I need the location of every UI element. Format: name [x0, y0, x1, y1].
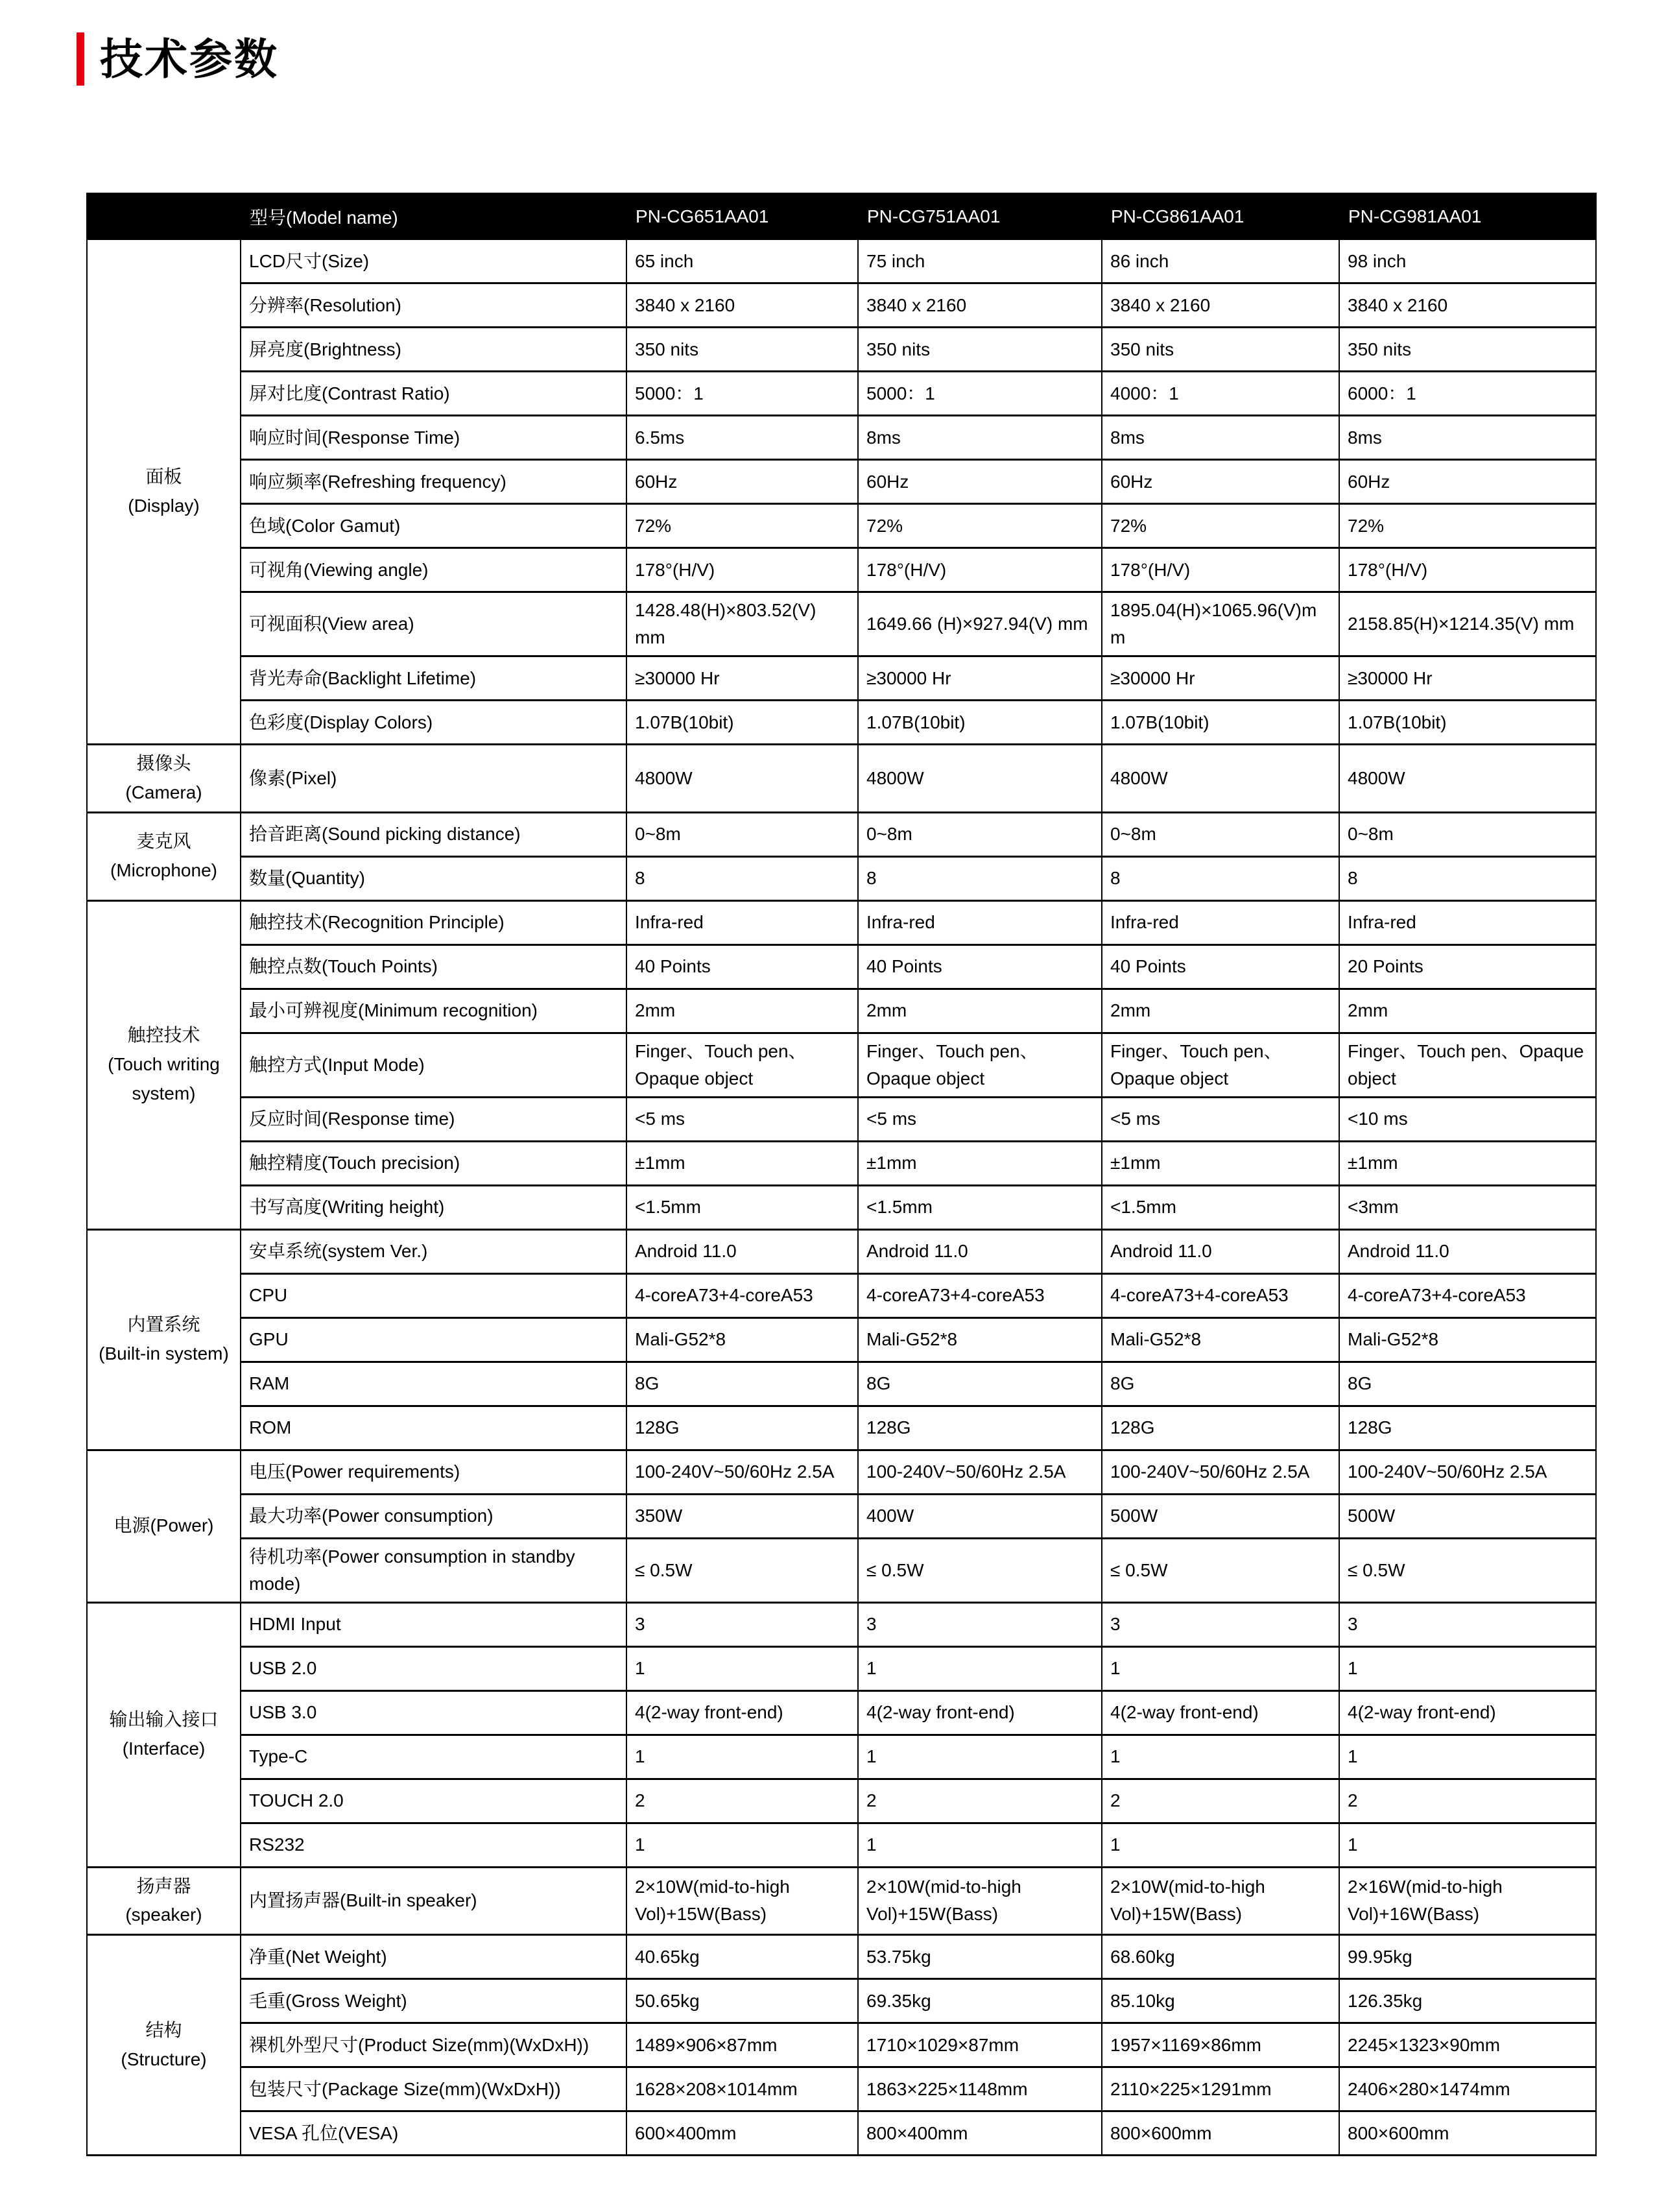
spec-value: 0~8m — [626, 812, 858, 856]
spec-value: 1 — [1102, 1823, 1339, 1867]
spec-value: 8G — [1339, 1362, 1596, 1406]
spec-table — [86, 193, 1597, 2156]
spec-value: 3 — [858, 1602, 1102, 1646]
spec-value: 99.95kg — [1339, 1935, 1596, 1979]
table-row — [87, 1033, 1596, 1097]
model-column-header: PN-CG751AA01 — [858, 194, 1102, 239]
spec-value: 2mm — [858, 989, 1102, 1033]
spec-value: 0~8m — [858, 812, 1102, 856]
group-label-line: 触控技术 — [127, 1025, 200, 1046]
spec-value: 500W — [1102, 1494, 1339, 1538]
group-label-line: 内置系统 — [127, 1314, 200, 1335]
param-label: RS232 — [241, 1823, 626, 1867]
spec-value: 1.07B(10bit) — [626, 701, 858, 745]
group-label — [87, 745, 241, 813]
page-title: 技术参数 — [100, 35, 279, 83]
spec-value: 4(2-way front-end) — [626, 1690, 858, 1735]
table-row — [87, 2067, 1596, 2111]
spec-value: 1428.48(H)×803.52(V) mm — [626, 592, 858, 656]
group-label-line: (speaker) — [125, 1905, 202, 1925]
table-row — [87, 1494, 1596, 1538]
param-label: 安卓系统(system Ver.) — [241, 1229, 626, 1273]
spec-value: 20 Points — [1339, 944, 1596, 989]
table-row — [87, 460, 1596, 504]
spec-value: 1710×1029×87mm — [858, 2023, 1102, 2067]
spec-value: <1.5mm — [1102, 1185, 1339, 1229]
group-label-line: 结构 — [145, 2019, 182, 2040]
param-label: 触控点数(Touch Points) — [241, 944, 626, 989]
spec-value: 6.5ms — [626, 416, 858, 460]
spec-value: 1895.04(H)×1065.96(V)mm — [1102, 592, 1339, 656]
param-label: 可视角(Viewing angle) — [241, 548, 626, 592]
spec-value: ≤ 0.5W — [1339, 1538, 1596, 1602]
param-label: GPU — [241, 1317, 626, 1362]
group-label-line: (Microphone) — [110, 860, 217, 881]
spec-value: 1863×225×1148mm — [858, 2067, 1102, 2111]
spec-value: Android 11.0 — [858, 1229, 1102, 1273]
table-row — [87, 1273, 1596, 1317]
spec-value: <10 ms — [1339, 1097, 1596, 1141]
table-row — [87, 1097, 1596, 1141]
spec-value: Infra-red — [626, 900, 858, 944]
spec-value: 126.35kg — [1339, 1979, 1596, 2023]
spec-value: 8 — [1102, 856, 1339, 900]
spec-value: 3840 x 2160 — [858, 283, 1102, 328]
table-row — [87, 328, 1596, 372]
spec-value: 6000：1 — [1339, 372, 1596, 416]
spec-value: Mali-G52*8 — [1102, 1317, 1339, 1362]
spec-value: 350 nits — [626, 328, 858, 372]
group-label-line: (Interface) — [122, 1738, 206, 1759]
spec-value: 3 — [1339, 1602, 1596, 1646]
table-row — [87, 1823, 1596, 1867]
spec-value: 3840 x 2160 — [1339, 283, 1596, 328]
spec-value: 1.07B(10bit) — [858, 701, 1102, 745]
table-row — [87, 1779, 1596, 1823]
group-label-line: 输出输入接口 — [109, 1709, 219, 1730]
spec-value: 0~8m — [1339, 812, 1596, 856]
spec-value: 65 inch — [626, 239, 858, 283]
table-row — [87, 944, 1596, 989]
param-label: ROM — [241, 1406, 626, 1450]
param-label: 包装尺寸(Package Size(mm)(WxDxH)) — [241, 2067, 626, 2111]
spec-value: <3mm — [1339, 1185, 1596, 1229]
spec-value: 3840 x 2160 — [1102, 283, 1339, 328]
group-label — [87, 1935, 241, 2156]
model-column-header: PN-CG651AA01 — [626, 194, 858, 239]
spec-value: 1 — [858, 1646, 1102, 1690]
param-label: 屏亮度(Brightness) — [241, 328, 626, 372]
param-label: 数量(Quantity) — [241, 856, 626, 900]
table-row — [87, 1538, 1596, 1602]
spec-value: ±1mm — [1102, 1141, 1339, 1185]
spec-value: 69.35kg — [858, 1979, 1102, 2023]
spec-value: 800×600mm — [1339, 2111, 1596, 2156]
spec-value: Finger、Touch pen、Opaque object — [1339, 1033, 1596, 1097]
spec-value: 2 — [1339, 1779, 1596, 1823]
spec-value: 4800W — [858, 745, 1102, 813]
spec-value: 40 Points — [626, 944, 858, 989]
header-blank-cell — [87, 194, 241, 239]
spec-value: <5 ms — [626, 1097, 858, 1141]
spec-value: ≥30000 Hr — [626, 656, 858, 701]
param-label: RAM — [241, 1362, 626, 1406]
spec-value: 1489×906×87mm — [626, 2023, 858, 2067]
spec-value: 53.75kg — [858, 1935, 1102, 1979]
spec-value: 4(2-way front-end) — [858, 1690, 1102, 1735]
spec-value: 4-coreA73+4-coreA53 — [1339, 1273, 1596, 1317]
table-row — [87, 745, 1596, 813]
spec-value: 2 — [858, 1779, 1102, 1823]
spec-value: 4(2-way front-end) — [1339, 1690, 1596, 1735]
spec-value: 40.65kg — [626, 1935, 858, 1979]
group-label-line: (Built-in system) — [99, 1343, 229, 1364]
spec-value: 4800W — [1339, 745, 1596, 813]
group-label — [87, 1602, 241, 1867]
spec-value: 2mm — [1339, 989, 1596, 1033]
spec-value: ±1mm — [1339, 1141, 1596, 1185]
spec-value: 8ms — [1102, 416, 1339, 460]
param-label: 触控方式(Input Mode) — [241, 1033, 626, 1097]
spec-value: Mali-G52*8 — [1339, 1317, 1596, 1362]
table-row — [87, 416, 1596, 460]
spec-value: 1 — [858, 1823, 1102, 1867]
spec-value: 350 nits — [1339, 328, 1596, 372]
spec-value: 1 — [1102, 1646, 1339, 1690]
param-label: 净重(Net Weight) — [241, 1935, 626, 1979]
param-label: 屏对比度(Contrast Ratio) — [241, 372, 626, 416]
spec-value: 8 — [858, 856, 1102, 900]
table-row — [87, 1141, 1596, 1185]
spec-value: 2mm — [1102, 989, 1339, 1033]
table-row — [87, 856, 1596, 900]
table-row — [87, 701, 1596, 745]
table-row — [87, 1450, 1596, 1494]
param-label: Type-C — [241, 1735, 626, 1779]
spec-value: 3840 x 2160 — [626, 283, 858, 328]
spec-value: 350 nits — [858, 328, 1102, 372]
spec-value: 3 — [626, 1602, 858, 1646]
param-label: HDMI Input — [241, 1602, 626, 1646]
spec-value: 128G — [1339, 1406, 1596, 1450]
group-label — [87, 1867, 241, 1935]
table-row — [87, 2023, 1596, 2067]
table-header — [87, 194, 1596, 239]
param-label: CPU — [241, 1273, 626, 1317]
spec-value: 1 — [1339, 1735, 1596, 1779]
spec-value: 0~8m — [1102, 812, 1339, 856]
spec-value: Finger、Touch pen、Opaque object — [626, 1033, 858, 1097]
spec-value: Android 11.0 — [1339, 1229, 1596, 1273]
group-label-line: (Display) — [128, 496, 200, 516]
param-label: 可视面积(View area) — [241, 592, 626, 656]
spec-value: 100-240V~50/60Hz 2.5A — [1339, 1450, 1596, 1494]
table-row — [87, 989, 1596, 1033]
param-label: 待机功率(Power consumption in standby mode) — [241, 1538, 626, 1602]
spec-value: 800×400mm — [858, 2111, 1102, 2156]
param-label: 像素(Pixel) — [241, 745, 626, 813]
spec-value: 60Hz — [1339, 460, 1596, 504]
model-column-header: PN-CG861AA01 — [1102, 194, 1339, 239]
model-column-header: PN-CG981AA01 — [1339, 194, 1596, 239]
spec-value: 4800W — [626, 745, 858, 813]
group-label-line: (Camera) — [125, 782, 202, 802]
spec-value: 128G — [1102, 1406, 1339, 1450]
param-label: 最小可辨视度(Minimum recognition) — [241, 989, 626, 1033]
spec-value: ≥30000 Hr — [1339, 656, 1596, 701]
spec-value: 8G — [626, 1362, 858, 1406]
spec-value: 40 Points — [858, 944, 1102, 989]
table-row — [87, 1362, 1596, 1406]
table-row — [87, 592, 1596, 656]
table-row — [87, 1602, 1596, 1646]
spec-value: Mali-G52*8 — [858, 1317, 1102, 1362]
spec-value: 1 — [1339, 1823, 1596, 1867]
spec-value: <1.5mm — [858, 1185, 1102, 1229]
table-body — [87, 239, 1596, 2156]
table-row — [87, 900, 1596, 944]
spec-value: 4(2-way front-end) — [1102, 1690, 1339, 1735]
spec-value: 2×10W(mid-to-high Vol)+15W(Bass) — [858, 1867, 1102, 1935]
spec-value: 800×600mm — [1102, 2111, 1339, 2156]
spec-value: 72% — [858, 504, 1102, 548]
spec-value: 1 — [1102, 1735, 1339, 1779]
group-label — [87, 900, 241, 1229]
spec-value: 400W — [858, 1494, 1102, 1538]
spec-value: 60Hz — [1102, 460, 1339, 504]
group-label-line: 扬声器 — [136, 1875, 191, 1896]
table-row — [87, 504, 1596, 548]
table-row — [87, 2111, 1596, 2156]
spec-value: 40 Points — [1102, 944, 1339, 989]
param-label: 色彩度(Display Colors) — [241, 701, 626, 745]
table-row — [87, 1185, 1596, 1229]
spec-value: 178°(H/V) — [626, 548, 858, 592]
spec-value: 1 — [858, 1735, 1102, 1779]
spec-value: 8 — [626, 856, 858, 900]
spec-value: 1 — [626, 1646, 858, 1690]
table-row — [87, 1935, 1596, 1979]
param-label: 电压(Power requirements) — [241, 1450, 626, 1494]
spec-value: Infra-red — [858, 900, 1102, 944]
group-label — [87, 1229, 241, 1450]
table-row — [87, 548, 1596, 592]
param-label: 书写高度(Writing height) — [241, 1185, 626, 1229]
spec-value: 100-240V~50/60Hz 2.5A — [626, 1450, 858, 1494]
spec-value: 500W — [1339, 1494, 1596, 1538]
spec-value: 72% — [626, 504, 858, 548]
spec-value: 1.07B(10bit) — [1102, 701, 1339, 745]
param-label: 响应频率(Refreshing frequency) — [241, 460, 626, 504]
spec-value: Android 11.0 — [1102, 1229, 1339, 1273]
spec-value: 1628×208×1014mm — [626, 2067, 858, 2111]
param-label: 毛重(Gross Weight) — [241, 1979, 626, 2023]
header-row — [87, 194, 1596, 239]
spec-value: 86 inch — [1102, 239, 1339, 283]
spec-value: 178°(H/V) — [1102, 548, 1339, 592]
spec-value: 8 — [1339, 856, 1596, 900]
spec-value: 8ms — [858, 416, 1102, 460]
table-row — [87, 372, 1596, 416]
spec-value: 4800W — [1102, 745, 1339, 813]
spec-value: 1.07B(10bit) — [1339, 701, 1596, 745]
spec-value: ≤ 0.5W — [626, 1538, 858, 1602]
table-row — [87, 283, 1596, 328]
spec-value: 600×400mm — [626, 2111, 858, 2156]
spec-value: ≥30000 Hr — [1102, 656, 1339, 701]
spec-value: 50.65kg — [626, 1979, 858, 2023]
param-label: TOUCH 2.0 — [241, 1779, 626, 1823]
spec-value: 85.10kg — [1102, 1979, 1339, 2023]
spec-value: 2×10W(mid-to-high Vol)+15W(Bass) — [1102, 1867, 1339, 1935]
param-label: LCD尺寸(Size) — [241, 239, 626, 283]
table-row — [87, 1406, 1596, 1450]
spec-value: 2 — [1102, 1779, 1339, 1823]
spec-value: 100-240V~50/60Hz 2.5A — [858, 1450, 1102, 1494]
model-name-header: 型号(Model name) — [241, 194, 626, 239]
spec-value: Infra-red — [1339, 900, 1596, 944]
spec-value: 2110×225×1291mm — [1102, 2067, 1339, 2111]
table-row — [87, 812, 1596, 856]
spec-value: 68.60kg — [1102, 1935, 1339, 1979]
spec-value: 4-coreA73+4-coreA53 — [858, 1273, 1102, 1317]
param-label: 触控精度(Touch precision) — [241, 1141, 626, 1185]
table-row — [87, 1317, 1596, 1362]
group-label-line: (Structure) — [121, 2049, 207, 2069]
spec-value: 2×10W(mid-to-high Vol)+15W(Bass) — [626, 1867, 858, 1935]
param-label: 反应时间(Response time) — [241, 1097, 626, 1141]
page-header — [77, 32, 279, 86]
param-label: 色域(Color Gamut) — [241, 504, 626, 548]
param-label: 拾音距离(Sound picking distance) — [241, 812, 626, 856]
param-label: 内置扬声器(Built-in speaker) — [241, 1867, 626, 1935]
spec-value: 2×16W(mid-to-high Vol)+16W(Bass) — [1339, 1867, 1596, 1935]
group-label-line: system) — [132, 1083, 196, 1103]
spec-value: 5000：1 — [858, 372, 1102, 416]
spec-value: 3 — [1102, 1602, 1339, 1646]
spec-value: ±1mm — [858, 1141, 1102, 1185]
spec-value: 2mm — [626, 989, 858, 1033]
table-row — [87, 1646, 1596, 1690]
param-label: USB 3.0 — [241, 1690, 626, 1735]
spec-value: 128G — [858, 1406, 1102, 1450]
table-row — [87, 239, 1596, 283]
spec-value: 4-coreA73+4-coreA53 — [626, 1273, 858, 1317]
spec-value: 2245×1323×90mm — [1339, 2023, 1596, 2067]
spec-value: 1957×1169×86mm — [1102, 2023, 1339, 2067]
group-label-line: 电源(Power) — [113, 1515, 214, 1536]
spec-value: 1 — [626, 1823, 858, 1867]
spec-value: 1 — [1339, 1646, 1596, 1690]
spec-value: 72% — [1102, 504, 1339, 548]
spec-value: 1649.66 (H)×927.94(V) mm — [858, 592, 1102, 656]
spec-value: 98 inch — [1339, 239, 1596, 283]
param-label: VESA 孔位(VESA) — [241, 2111, 626, 2156]
spec-value: 75 inch — [858, 239, 1102, 283]
spec-value: Finger、Touch pen、Opaque object — [858, 1033, 1102, 1097]
spec-value: 60Hz — [626, 460, 858, 504]
spec-value: Finger、Touch pen、Opaque object — [1102, 1033, 1339, 1097]
spec-value: 4-coreA73+4-coreA53 — [1102, 1273, 1339, 1317]
spec-value: 178°(H/V) — [1339, 548, 1596, 592]
param-label: 裸机外型尺寸(Product Size(mm)(WxDxH)) — [241, 2023, 626, 2067]
spec-value: 5000：1 — [626, 372, 858, 416]
spec-value: 128G — [626, 1406, 858, 1450]
spec-value: 8G — [858, 1362, 1102, 1406]
spec-value: 350W — [626, 1494, 858, 1538]
table-row — [87, 1690, 1596, 1735]
spec-value: ±1mm — [626, 1141, 858, 1185]
spec-value: <5 ms — [858, 1097, 1102, 1141]
param-label: 分辨率(Resolution) — [241, 283, 626, 328]
spec-value: 2158.85(H)×1214.35(V) mm — [1339, 592, 1596, 656]
spec-value: 350 nits — [1102, 328, 1339, 372]
table-row — [87, 1735, 1596, 1779]
group-label-line: 摄像头 — [136, 753, 191, 773]
group-label — [87, 812, 241, 900]
spec-value: 60Hz — [858, 460, 1102, 504]
spec-value: 1 — [626, 1735, 858, 1779]
spec-value: 8ms — [1339, 416, 1596, 460]
spec-value: Android 11.0 — [626, 1229, 858, 1273]
param-label: USB 2.0 — [241, 1646, 626, 1690]
param-label: 最大功率(Power consumption) — [241, 1494, 626, 1538]
param-label: 触控技术(Recognition Principle) — [241, 900, 626, 944]
table-row — [87, 1229, 1596, 1273]
spec-value: 8G — [1102, 1362, 1339, 1406]
table-row — [87, 1867, 1596, 1935]
table-row — [87, 656, 1596, 701]
group-label — [87, 1450, 241, 1602]
group-label-line: (Touch writing — [108, 1054, 220, 1075]
spec-value: ≤ 0.5W — [1102, 1538, 1339, 1602]
table-row — [87, 1979, 1596, 2023]
spec-value: ≤ 0.5W — [858, 1538, 1102, 1602]
spec-value: 4000：1 — [1102, 372, 1339, 416]
spec-value: Mali-G52*8 — [626, 1317, 858, 1362]
spec-value: Infra-red — [1102, 900, 1339, 944]
spec-value: 100-240V~50/60Hz 2.5A — [1102, 1450, 1339, 1494]
param-label: 响应时间(Response Time) — [241, 416, 626, 460]
param-label: 背光寿命(Backlight Lifetime) — [241, 656, 626, 701]
spec-value: 2 — [626, 1779, 858, 1823]
group-label-line: 麦克风 — [136, 831, 191, 852]
spec-value: <5 ms — [1102, 1097, 1339, 1141]
spec-value: 2406×280×1474mm — [1339, 2067, 1596, 2111]
spec-value: 72% — [1339, 504, 1596, 548]
spec-value: ≥30000 Hr — [858, 656, 1102, 701]
title-accent-bar — [77, 32, 84, 86]
spec-value: 178°(H/V) — [858, 548, 1102, 592]
group-label-line: 面板 — [145, 466, 182, 487]
spec-value: <1.5mm — [626, 1185, 858, 1229]
group-label — [87, 239, 241, 745]
